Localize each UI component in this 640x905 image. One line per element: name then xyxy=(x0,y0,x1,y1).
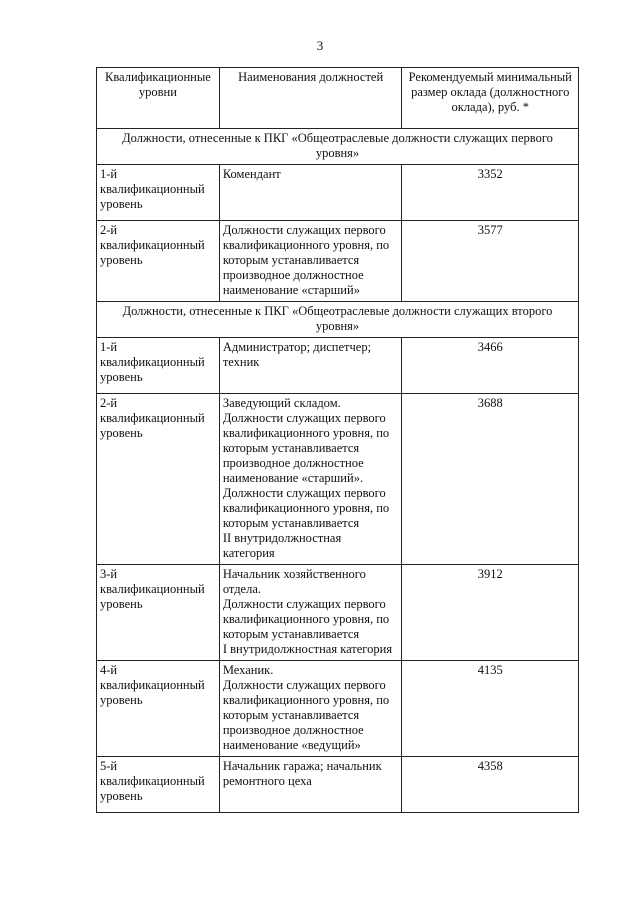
salary-cell: 3688 xyxy=(402,394,579,565)
positions-cell: Заведующий складом. Должности служащих первого квалификационного уровня, по которым устанавливается производное должностное наименование «старший». Должности служащих первого квалификационного уровня, по которым устанавливается II внутридолжностная категория xyxy=(219,394,402,565)
level-cell: 1-й квалификационный уровень xyxy=(97,165,220,221)
table-row xyxy=(97,165,579,221)
salary-cell: 3352 xyxy=(402,165,579,221)
positions-cell: Комендант xyxy=(219,165,402,221)
header-levels: Квалификационные уровни xyxy=(97,68,220,129)
positions-cell: Механик. Должности служащих первого квалификационного уровня, по которым устанавливается производное должностное наименование «ведущий» xyxy=(219,661,402,757)
level-cell: 4-й квалификационный уровень xyxy=(97,661,220,757)
positions-cell: Должности служащих первого квалификационного уровня, по которым устанавливается производное должностное наименование «старший» xyxy=(219,221,402,302)
salary-cell: 4358 xyxy=(402,757,579,813)
positions-cell: Администратор; диспетчер; техник xyxy=(219,338,402,394)
group-header-row xyxy=(97,302,579,338)
group-header-row xyxy=(97,129,579,165)
level-cell: 5-й квалификационный уровень xyxy=(97,757,220,813)
salary-cell: 3912 xyxy=(402,565,579,661)
level-cell: 2-й квалификационный уровень xyxy=(97,221,220,302)
group-title: Должности, отнесенные к ПКГ «Общеотраслевые должности служащих первого уровня» xyxy=(97,129,579,165)
level-cell: 3-й квалификационный уровень xyxy=(97,565,220,661)
salary-cell: 3466 xyxy=(402,338,579,394)
level-cell: 2-й квалификационный уровень xyxy=(97,394,220,565)
group-title: Должности, отнесенные к ПКГ «Общеотраслевые должности служащих второго уровня» xyxy=(97,302,579,338)
table-row xyxy=(97,661,579,757)
header-positions: Наименования должностей xyxy=(219,68,402,129)
table-row xyxy=(97,338,579,394)
level-cell: 1-й квалификационный уровень xyxy=(97,338,220,394)
table-header-row xyxy=(97,68,579,129)
table-row xyxy=(97,394,579,565)
page-number: 3 xyxy=(316,38,324,53)
salary-cell: 3577 xyxy=(402,221,579,302)
header-salary: Рекомендуемый минимальный размер оклада (должностного оклада), руб. * xyxy=(402,68,579,129)
table-row xyxy=(97,757,579,813)
salary-table xyxy=(96,67,579,813)
table-row xyxy=(97,221,579,302)
salary-cell: 4135 xyxy=(402,661,579,757)
positions-cell: Начальник хозяйственного отдела. Должности служащих первого квалификационного уровня, по которым устанавливается I внутридолжностная категория xyxy=(219,565,402,661)
table-row xyxy=(97,565,579,661)
positions-cell: Начальник гаража; начальник ремонтного цеха xyxy=(219,757,402,813)
